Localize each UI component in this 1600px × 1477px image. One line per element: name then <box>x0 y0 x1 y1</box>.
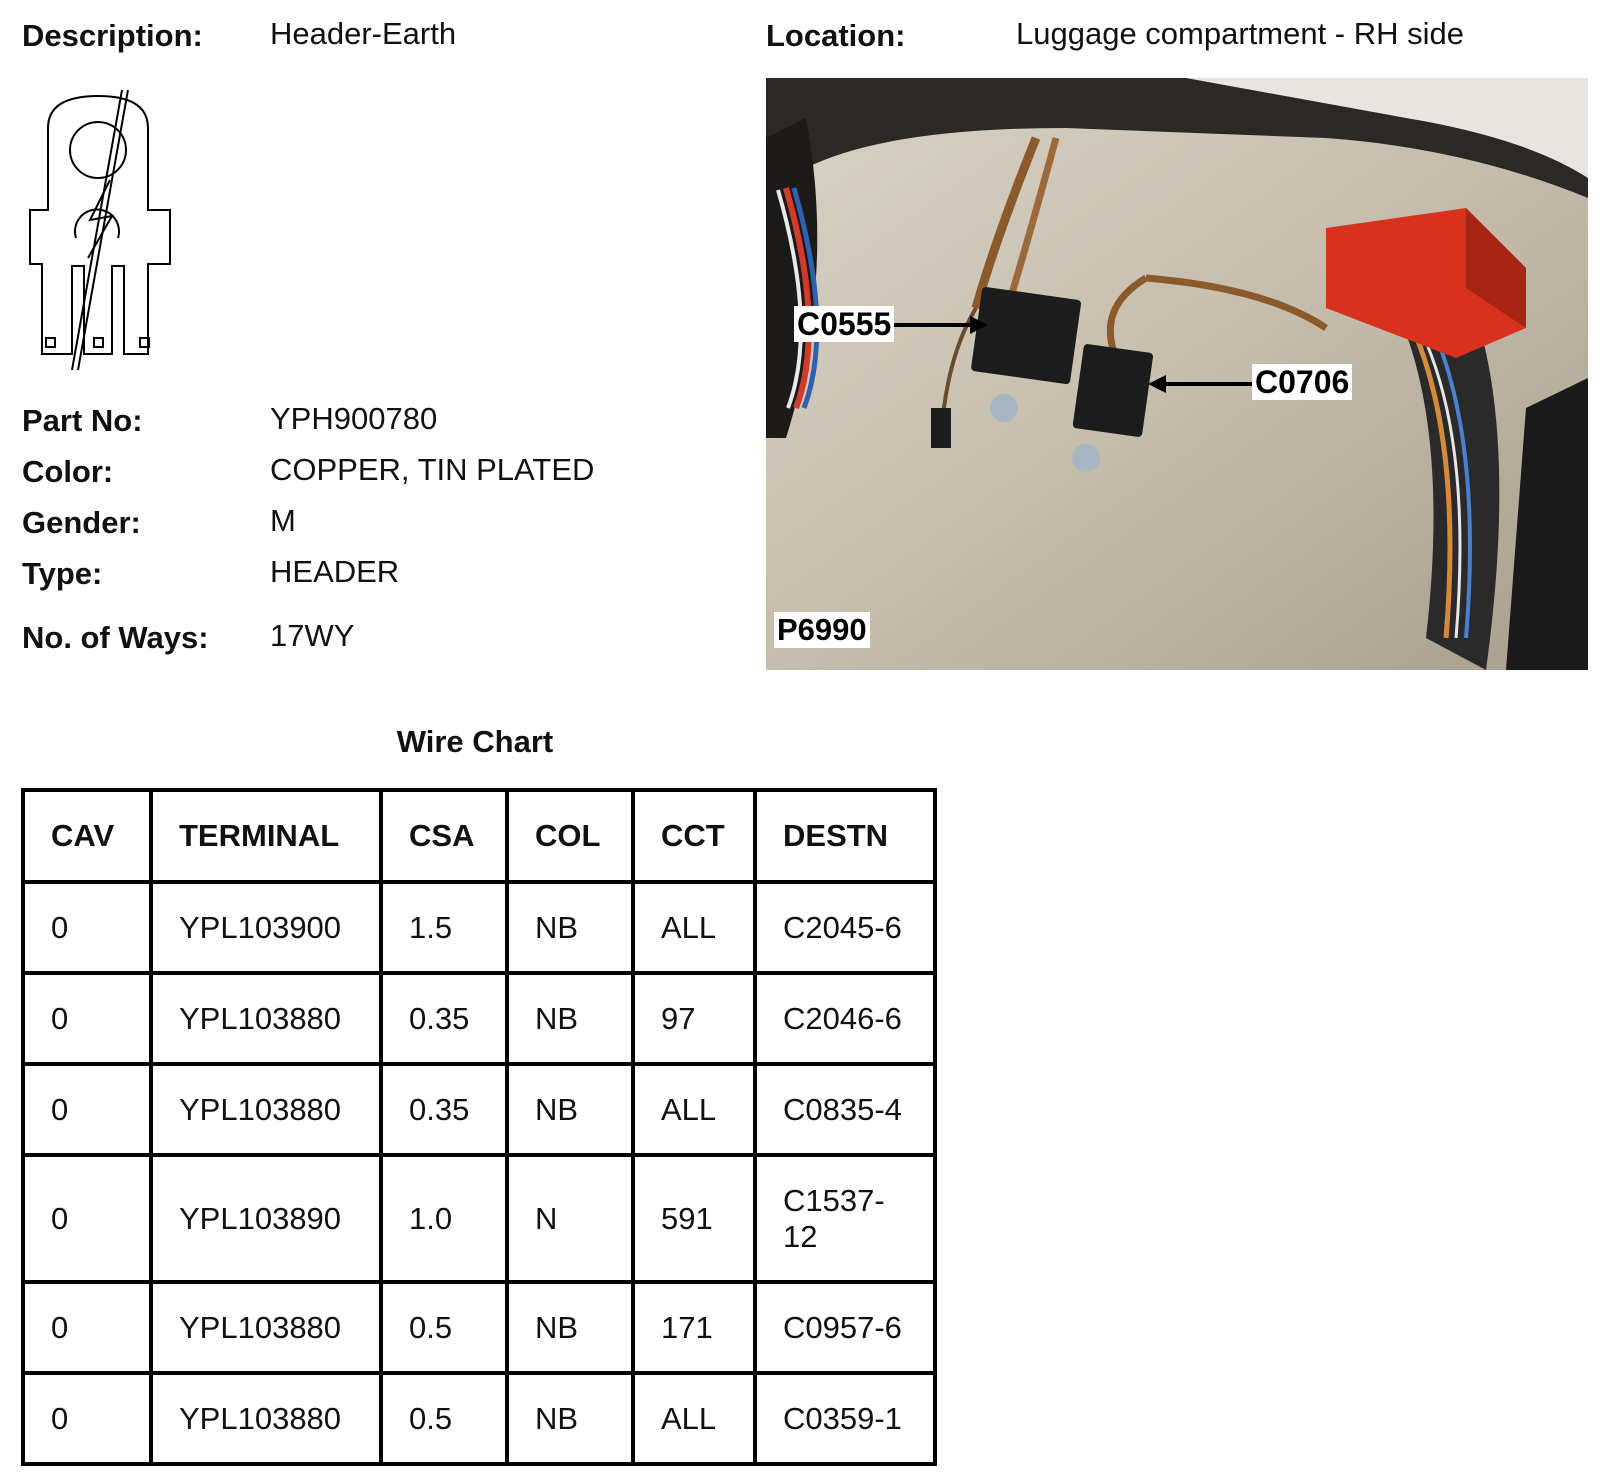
destn-cell: C0957-6 <box>755 1282 935 1373</box>
destn-cell: C0359-1 <box>755 1373 935 1464</box>
col-cell: NB <box>507 973 633 1064</box>
photo-id-label: P6990 <box>774 612 870 648</box>
csa-cell: 0.5 <box>381 1282 507 1373</box>
cct-cell: 97 <box>633 973 755 1064</box>
table-row <box>23 1064 935 1155</box>
cav-cell: 0 <box>23 1064 151 1155</box>
description-label: Description: <box>22 18 203 53</box>
table-row <box>23 882 935 973</box>
table-row <box>23 1282 935 1373</box>
part-no-value: YPH900780 <box>270 401 438 436</box>
destn-cell: C0835-4 <box>755 1064 935 1155</box>
type-label: Type: <box>22 556 103 591</box>
terminal-cell: YPL103880 <box>151 1373 381 1464</box>
csa-cell: 1.5 <box>381 882 507 973</box>
column-header: DESTN <box>755 790 935 882</box>
column-header: CSA <box>381 790 507 882</box>
gender-label: Gender: <box>22 505 141 540</box>
wire-chart-title: Wire Chart <box>396 724 554 759</box>
csa-cell: 0.5 <box>381 1373 507 1464</box>
earth-header-symbol-icon <box>28 88 178 375</box>
column-header: CAV <box>23 790 151 882</box>
destn-cell: C2046-6 <box>755 973 935 1064</box>
csa-cell: 0.35 <box>381 1064 507 1155</box>
cav-cell: 0 <box>23 882 151 973</box>
cct-cell: ALL <box>633 1064 755 1155</box>
description-value: Header-Earth <box>270 16 457 51</box>
table-row <box>23 1155 935 1282</box>
terminal-cell: YPL103880 <box>151 973 381 1064</box>
callout-c0555: C0555 <box>794 306 894 342</box>
terminal-cell: YPL103890 <box>151 1155 381 1282</box>
cav-cell: 0 <box>23 1282 151 1373</box>
cct-cell: 591 <box>633 1155 755 1282</box>
col-cell: NB <box>507 1282 633 1373</box>
cct-cell: ALL <box>633 882 755 973</box>
part-no-label: Part No: <box>22 403 143 438</box>
color-value: COPPER, TIN PLATED <box>270 452 595 487</box>
ways-label: No. of Ways: <box>22 620 209 655</box>
terminal-cell: YPL103900 <box>151 882 381 973</box>
ways-value: 17WY <box>270 618 355 653</box>
col-cell: NB <box>507 1373 633 1464</box>
table-header-row <box>23 790 935 882</box>
wire-chart-table <box>21 788 937 1466</box>
cav-cell: 0 <box>23 973 151 1064</box>
location-value: Luggage compartment - RH side <box>1016 16 1465 51</box>
col-cell: NB <box>507 1064 633 1155</box>
cav-cell: 0 <box>23 1155 151 1282</box>
callout-c0706: C0706 <box>1252 364 1352 400</box>
location-label: Location: <box>766 18 906 53</box>
color-label: Color: <box>22 454 114 489</box>
column-header: CCT <box>633 790 755 882</box>
column-header: TERMINAL <box>151 790 381 882</box>
table-row <box>23 973 935 1064</box>
gender-value: M <box>270 503 296 538</box>
terminal-cell: YPL103880 <box>151 1064 381 1155</box>
table-row <box>23 1373 935 1464</box>
cct-cell: 171 <box>633 1282 755 1373</box>
col-cell: N <box>507 1155 633 1282</box>
csa-cell: 0.35 <box>381 973 507 1064</box>
cct-cell: ALL <box>633 1373 755 1464</box>
location-photo <box>766 78 1588 670</box>
csa-cell: 1.0 <box>381 1155 507 1282</box>
destn-cell: C1537- 12 <box>755 1155 935 1282</box>
col-cell: NB <box>507 882 633 973</box>
terminal-cell: YPL103880 <box>151 1282 381 1373</box>
type-value: HEADER <box>270 554 400 589</box>
column-header: COL <box>507 790 633 882</box>
destn-cell: C2045-6 <box>755 882 935 973</box>
cav-cell: 0 <box>23 1373 151 1464</box>
